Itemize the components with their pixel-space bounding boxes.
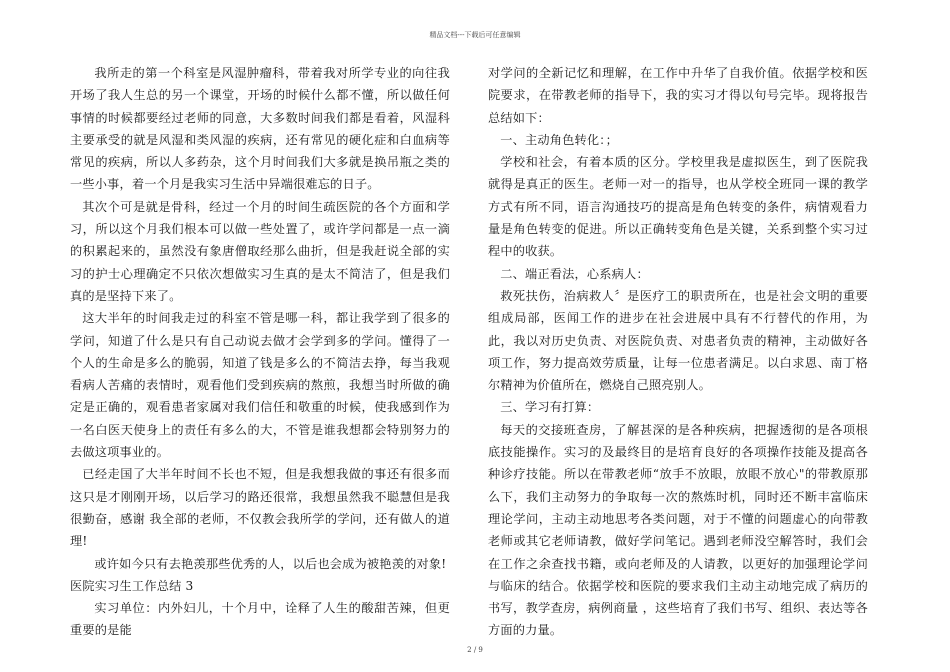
section-heading: 一、主动角色转化：；: [500, 132, 618, 147]
section-heading: 二、端正看法，心系病人：: [500, 266, 649, 281]
paragraph: 每天的交接班查房，了解甚深的是各种疾病，把握透彻的是各项根底技能操作。实习的及最终目的是培育良好的各项操作技能及提高各种诊疗技能。所以在带教老师“放手不放眼，放眼不放心"的带教原那么下，我们主动努力的争取每一次的熬炼时机，同时还不断丰富临床理论学问，主动主动地思考各类问题，对于不懂的问题虚心的向带教老师或其它老师请教，做好学问笔记。遇到老师没空解答时，我们会在工作之余查找书籍，或向老师及的人请教，以更好的加强理论学问与临床的结合。依据学校和医院的要求我们主动主动地完成了病历的书写，教学查房，病例商量 ，这些培育了我们书写、组织、表达等各方面的力量。: [488, 422, 868, 638]
paragraph: 或许如今只有去艳羡那些优秀的人，以后也会成为被艳羡的对象!: [94, 556, 447, 571]
section-heading: 三、学习有打算：: [500, 400, 600, 415]
page-header: 精品文档---下载后可任意编辑: [429, 31, 521, 39]
paragraph: 已经走国了大半年时间不长也不短，但是我想我做的事还有很多而这只是才刚刚开场，以后学习的路还很常，我想虽然我不聪慧但是我很勤奋，感谢 我全部的老师，不仅教会我所学的学问，还有做人的道理!: [70, 467, 450, 549]
paragraph: 学校和社会，有着本质的区分。学校里我是虚拟医生，到了医院我就得是真正的医生。老师一对一的指导，也从学校全班同一课的教学方式有所不同，语言沟通技巧的提高是角色转变的条件，病情观看力量是角色转变的促进。所以正确转变角色是关键，关系到整个实习过程中的收获。: [488, 155, 868, 259]
left-column: [70, 62, 450, 642]
paragraph: 对学问的全新记忆和理解，在工作中升华了自我价值。依据学校和医院要求，在带教老师的指导下，我的实习才得以句号完毕。现将报告总结如下：: [488, 66, 868, 125]
section-heading: 医院实习生工作总结 3: [70, 578, 194, 593]
right-column: [488, 62, 868, 642]
paragraph: 这大半年的时间我走过的科室不管是哪一科，都让我学到了很多的学问，知道了什么是只有自己动说去做才会学到多的学问。懂得了一个人的生命是多么的脆弱，知道了钱是多么的不简洁去挣，每当我观看病人苦痛的表情时，观看他们受到疾病的熬煎，我想当时所做的确定是正确的，观看患者家属对我们信任和敬重的时候，使我感到作为一名白医天使身上的责任有多么的大，不管是谁我想都会特别努力的去做这项事业的。: [70, 311, 450, 460]
paragraph: 实习单位：内外妇儿，十个月中，诠释了人生的酸甜苦辣，但更重要的是能: [70, 601, 450, 638]
paragraph: 其次个可是就是骨科，经过一个月的时间生疏医院的各个方面和学习，所以这个月我们根本可以做一些处置了，或许学问都是一点一滴的积累起来的，虽然没有象唐僧取经那么曲折，但是我赶说全部的实习的护士心理确定不只依次想做实习生真的是太不简洁了，但是我们真的是坚持下来了。: [70, 199, 450, 303]
paragraph: 救死扶伤，治病救人〞是医疗工的职责所在，也是社会文明的重要组成局部，医闻工作的进步在社会进展中具有不行替代的作用，为此，我以对历史负责、对医院负责、对患者负责的精神，主动做好各项工作，努力提高效劳质量，让每一位患者满足。以白求恩、南丁格尔精神为价值所在，燃烧自己照亮别人。: [488, 288, 868, 393]
page-number: 2 / 9: [467, 646, 483, 654]
paragraph: 我所走的第一个科室是风湿肿瘤科，带着我对所学专业的向往我开场了我人生总的另一个课堂，开场的时候什么都不懂，所以做任何事情的时候都要经过老师的同意，大多数时间我们都是看着，风湿科主要承受的就是风湿和类风湿的疾病，还有常见的硬化症和白血病等常见的疾病，所以人多药杂，这个月时间我们大多就是换吊瓶之类的一些小事，着一个月是我实习生活中异端很难忘的日子。: [70, 66, 450, 192]
